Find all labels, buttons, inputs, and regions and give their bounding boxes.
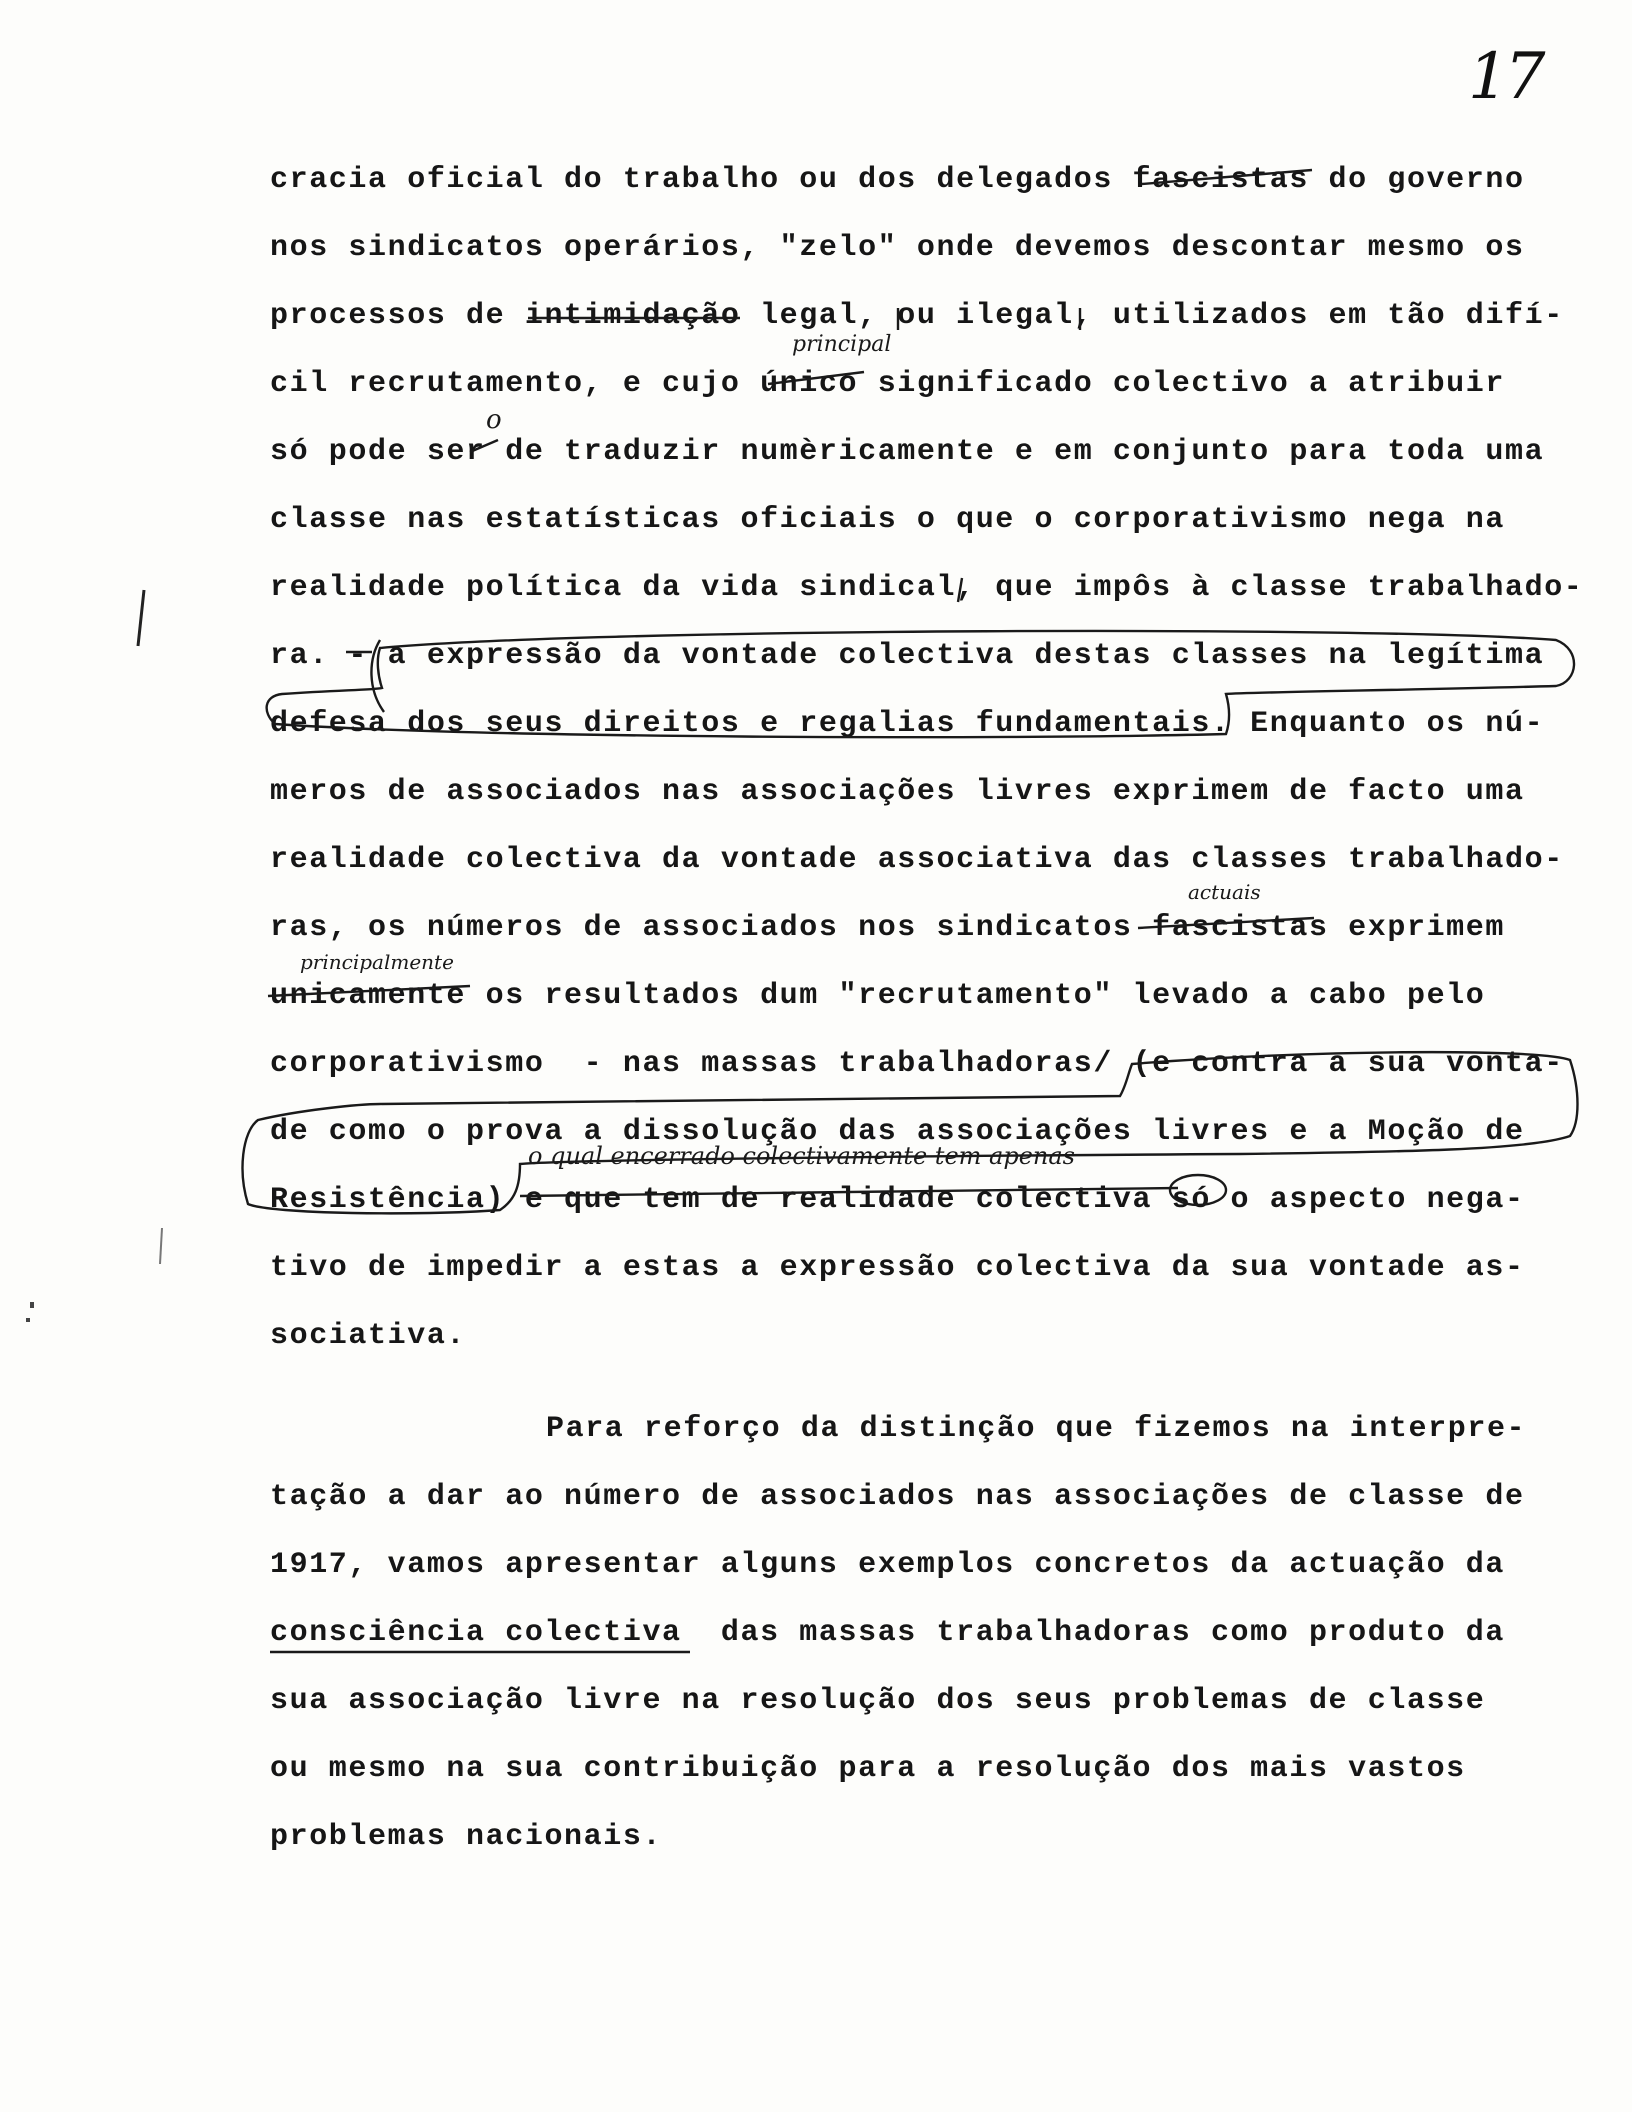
margin-mark xyxy=(138,590,144,646)
text-line: ra. - a expressão da vontade colectiva destas classes na legítima xyxy=(270,639,1545,673)
strike-fascistas-1 xyxy=(1142,170,1312,184)
text-line: consciência colectiva das massas trabalhadoras como produto da xyxy=(270,1616,1505,1650)
text-line: Para reforço da distinção que fizemos na interpre- xyxy=(546,1412,1527,1446)
text-line: problemas nacionais. xyxy=(270,1820,663,1854)
text-line: ras, os números de associados nos sindicatos fascistas exprimem xyxy=(270,911,1505,945)
stray-dot xyxy=(26,1318,30,1322)
text-line: sua associação livre na resolução dos seus problemas de classe xyxy=(270,1684,1486,1718)
strike-unicamente xyxy=(268,986,470,996)
text-line: defesa dos seus direitos e regalias fundamentais. Enquanto os nú- xyxy=(270,707,1545,741)
page-number: 17 xyxy=(1468,40,1542,114)
text-line: nos sindicatos operários, "zelo" onde devemos descontar mesmo os xyxy=(270,231,1525,265)
strike-unico xyxy=(768,372,864,384)
strike-ser xyxy=(470,440,498,452)
text-line: cil recrutamento, e cujo único significado colectivo a atribuir xyxy=(270,367,1505,401)
annotation-o-qual: o qual encerrado colectivamente tem apenas xyxy=(528,1142,1075,1170)
text-line: cracia oficial do trabalho ou dos delegados fascistas do governo xyxy=(270,163,1525,197)
text-line: ou mesmo na sua contribuição para a resolução dos mais vastos xyxy=(270,1752,1466,1786)
annotation-actuais: actuais xyxy=(1188,880,1261,904)
strike-que-tem xyxy=(520,1188,1178,1196)
text-line: classe nas estatísticas oficiais o que o corporativismo nega na xyxy=(270,503,1505,537)
bracket-ra xyxy=(371,640,384,712)
annotation-principal: principal xyxy=(792,332,892,357)
strike-fascistas-2 xyxy=(1138,918,1314,928)
text-line: 1917, vamos apresentar alguns exemplos concretos da actuação da xyxy=(270,1548,1505,1582)
circle-resistencia xyxy=(243,1052,1578,1213)
text-line: realidade colectiva da vontade associativa das classes trabalhado- xyxy=(270,843,1564,877)
text-line: só pode ser de traduzir numèricamente e em conjunto para toda uma xyxy=(270,435,1545,469)
text-line: realidade política da vida sindical, que impôs à classe trabalhado- xyxy=(270,571,1584,605)
circle-so xyxy=(1170,1175,1226,1205)
circle-expressao xyxy=(267,631,1574,737)
margin-mark-faint xyxy=(160,1228,162,1264)
text-line: sociativa. xyxy=(270,1319,467,1353)
annotation-o: o xyxy=(486,405,502,435)
text-line: Resistência) e que tem de realidade colectiva só o aspecto nega- xyxy=(270,1183,1525,1217)
text-line: meros de associados nas associações livres exprimem de facto uma xyxy=(270,775,1525,809)
text-line: processos de intimidação legal, ou ilegal, utilizados em tão difí- xyxy=(270,299,1564,333)
text-line: tivo de impedir a estas a expressão colectiva da sua vontade as- xyxy=(270,1251,1525,1285)
text-line: tação a dar ao número de associados nas associações de classe de xyxy=(270,1480,1525,1514)
stray-dot xyxy=(30,1302,34,1308)
text-line: de como o prova a dissolução das associações livres e a Moção de xyxy=(270,1115,1525,1149)
text-line: corporativismo - nas massas trabalhadoras/ (e contra a sua vonta- xyxy=(270,1047,1564,1081)
bracket-sindical xyxy=(958,578,962,602)
annotation-principalmente: principalmente xyxy=(300,950,454,974)
text-line: unicamente os resultados dum "recrutamento" levado a cabo pelo xyxy=(270,979,1486,1013)
